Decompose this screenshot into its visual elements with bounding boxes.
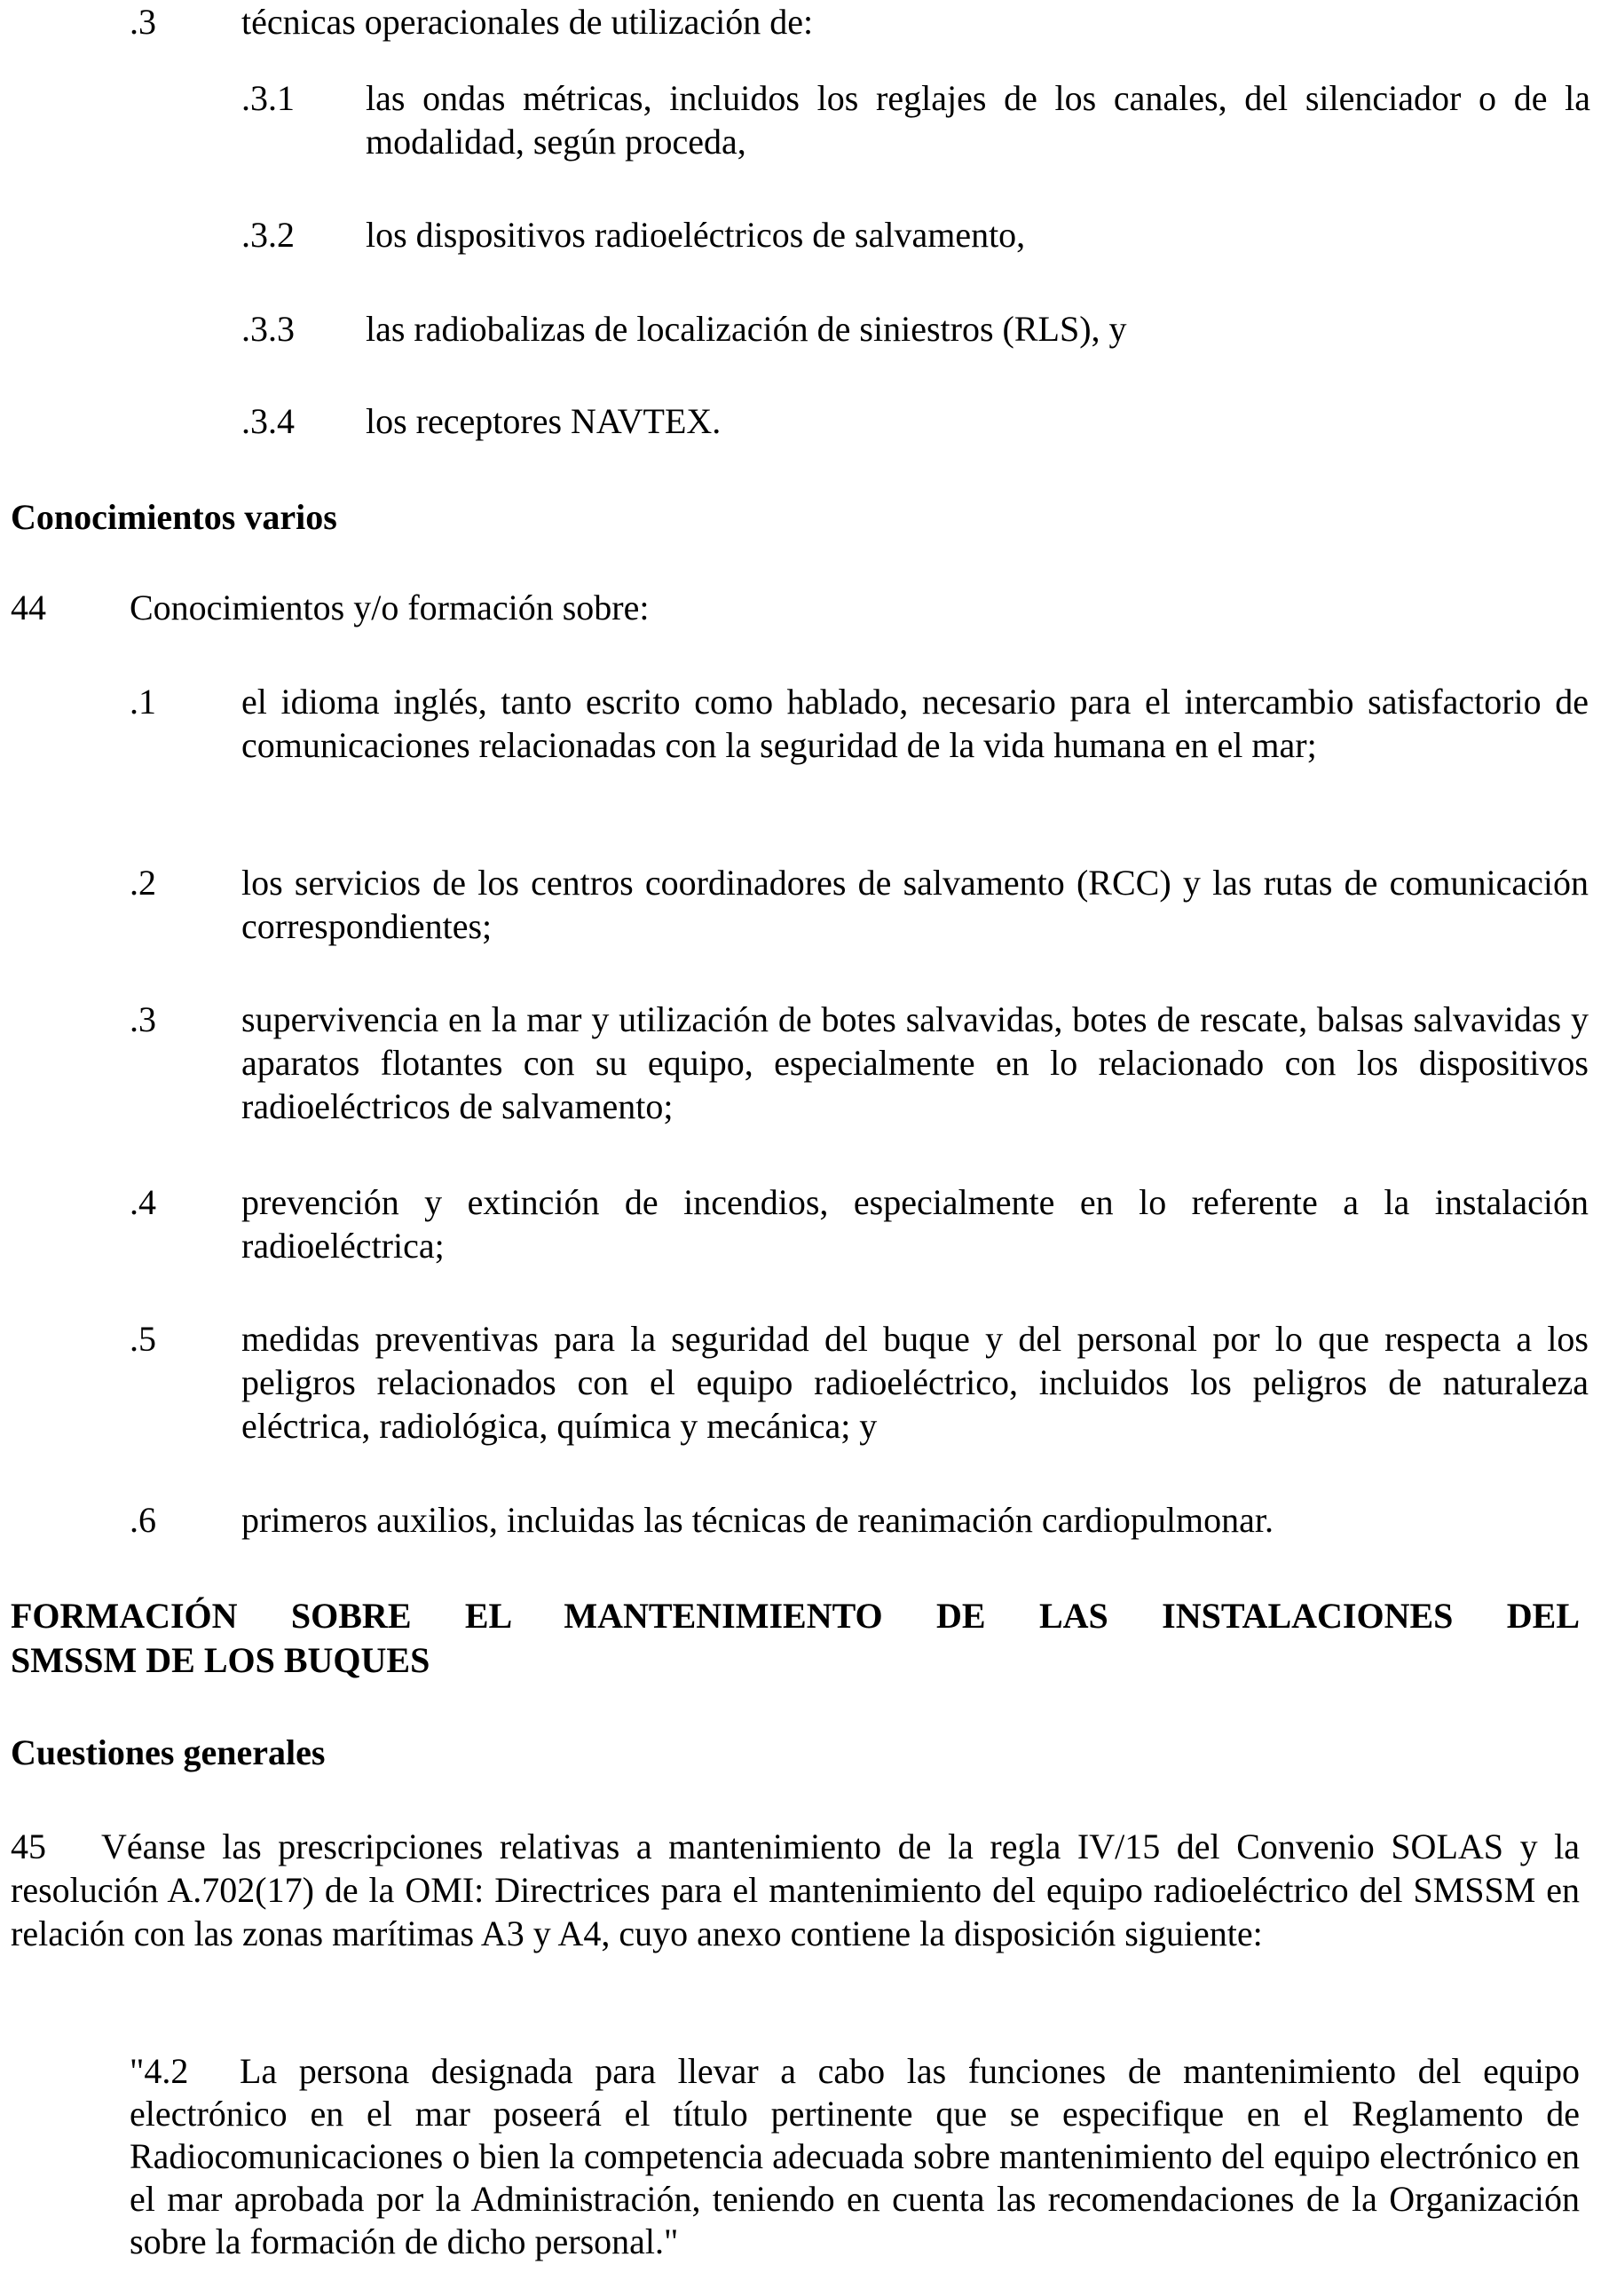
section-heading: Conocimientos varios [11, 497, 337, 537]
subitem-text: los receptores NAVTEX. [366, 401, 722, 441]
subitem-number: .3.2 [241, 215, 295, 255]
list-item-text: supervivencia en la mar y utilización de botes salvavidas, botes de rescate, balsas salvavidas y aparatos flotantes con su equipo, especialmente en lo relacionado con los dispositivos radioeléctricos de salvamento; [241, 999, 1589, 1126]
list-item-text: los servicios de los centros coordinadores de salvamento (RCC) y las rutas de comunicación correspondientes; [241, 863, 1589, 946]
paragraph-intro: Conocimientos y/o formación sobre: [130, 588, 650, 627]
list-item-number: .6 [130, 1500, 156, 1540]
list-item-number: .5 [130, 1319, 156, 1359]
list-item-text: medidas preventivas para la seguridad del buque y del personal por lo que respecta a los peligros relacionados con el equipo radioeléctrico, incluidos los peligros de naturaleza eléctrica, radiológica, química y mecánica; y [241, 1319, 1589, 1446]
list-item-number: .3 [130, 999, 156, 1039]
quotation [130, 2050, 1580, 2263]
quote-number: "4.2 [130, 2051, 189, 2091]
list-item-text: primeros auxilios, incluidas las técnicas de reanimación cardiopulmonar. [241, 1500, 1274, 1540]
list-item-text: el idioma inglés, tanto escrito como hablado, necesario para el intercambio satisfactorio de comunicaciones relacionadas con la seguridad de la vida humana en el mar; [241, 682, 1589, 765]
quote-text: La persona designada para llevar a cabo las funciones de mantenimiento del equipo electrónico en el mar poseerá el título pertinente que se especifique en el Reglamento de Radiocomunicaciones o bien la competencia adecuada sobre mantenimiento del equipo electrónico en el mar aprobada por la Administración, teniendo en cuenta las recomendaciones de la Organización sobre la formación de dicho personal." [130, 2051, 1580, 2261]
list-item-number: .1 [130, 682, 156, 722]
subitem-text: los dispositivos radioeléctricos de salvamento, [366, 215, 1026, 255]
subitem-number: .3.3 [241, 309, 295, 349]
item-intro: técnicas operacionales de utilización de: [241, 2, 814, 42]
subitem-number: .3.4 [241, 401, 295, 441]
item-number: .3 [130, 2, 156, 42]
subitem-number: .3.1 [241, 78, 295, 118]
subitem-text: las radiobalizas de localización de siniestros (RLS), y [366, 309, 1127, 349]
list-item-number: .2 [130, 863, 156, 903]
section-heading-line-2: SMSSM DE LOS BUQUES [11, 1640, 430, 1680]
list-item-number: .4 [130, 1182, 156, 1222]
paragraph-number: 45 [11, 1827, 46, 1866]
subitem-text: las ondas métricas, incluidos los reglajes de los canales, del silenciador o de la modalidad, según proceda, [366, 78, 1590, 162]
subsection-heading: Cuestiones generales [11, 1732, 326, 1772]
section-heading-line-1: FORMACIÓN SOBRE EL MANTENIMIENTO DE LAS INSTALACIONES DEL [11, 1596, 1580, 1636]
paragraph-45 [11, 1825, 1580, 1955]
list-item-text: prevención y extinción de incendios, especialmente en lo referente a la instalación radioeléctrica; [241, 1182, 1589, 1266]
paragraph-text: Véanse las prescripciones relativas a mantenimiento de la regla IV/15 del Convenio SOLAS y la resolución A.702(17) de la OMI: Directrices para el mantenimiento del equipo radioeléctrico del SMSSM en relación con las zonas marítimas A3 y A4, cuyo anexo contiene la disposición siguiente: [11, 1827, 1580, 1953]
paragraph-number: 44 [11, 588, 46, 627]
